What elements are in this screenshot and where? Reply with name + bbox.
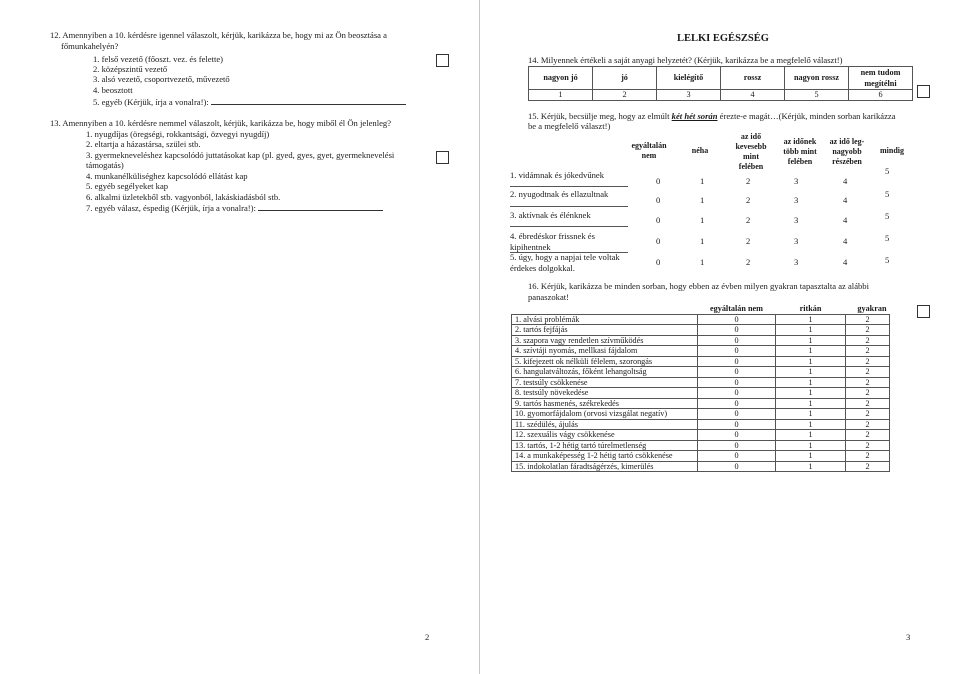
q15-row-divider (510, 226, 628, 227)
q13-option-5[interactable]: 5. egyéb segélyeket kap (86, 181, 169, 191)
q13-option-7-label: 7. egyéb válasz, éspedig (Kérjük, írja a vonalra!): (86, 203, 256, 213)
q16-value-1[interactable]: 1 (776, 461, 846, 472)
q15-value-1[interactable]: 1 (700, 236, 705, 246)
q16-value-1[interactable]: 1 (776, 367, 846, 378)
q16-value-1[interactable]: 1 (776, 377, 846, 388)
q16-answer-box[interactable] (917, 305, 930, 318)
q12-option-1[interactable]: 1. felső vezető (főoszt. vez. és felette) (93, 54, 224, 64)
q13-option-3-cont: támogatás) (86, 160, 124, 170)
q16-value-1[interactable]: 1 (776, 335, 846, 346)
q15-value-5[interactable]: 5 (885, 211, 890, 221)
q16-value-2[interactable]: 2 (846, 419, 890, 430)
q13-other-line[interactable] (258, 202, 383, 211)
q15-value-0[interactable]: 0 (656, 257, 661, 267)
q15-header-5: az idő leg-nagyobb részében (829, 137, 865, 166)
q16-value-0[interactable]: 0 (698, 388, 776, 399)
q16-value-0[interactable]: 0 (698, 419, 776, 430)
q15-value-4[interactable]: 4 (843, 257, 848, 267)
q16-value-0[interactable]: 0 (698, 377, 776, 388)
q16-row-label: 15. indokolatlan fáradtságérzés, kimerülés (512, 461, 698, 472)
q15-value-2[interactable]: 2 (746, 176, 751, 186)
q16-row-label: 4. szívtáji nyomás, mellkasi fájdalom (512, 346, 698, 357)
q16-value-0[interactable]: 0 (698, 451, 776, 462)
q16-row (512, 356, 890, 367)
q16-row-label: 6. hangulatváltozás, főként lehangoltság (512, 367, 698, 378)
q14-label-4: rossz (721, 67, 785, 90)
q16-row (512, 346, 890, 357)
q16-value-0[interactable]: 0 (698, 430, 776, 441)
q16-row-label: 7. testsúly csökkenése (512, 377, 698, 388)
q16-value-2[interactable]: 2 (846, 314, 890, 325)
q16-value-0[interactable]: 0 (698, 440, 776, 451)
q15-value-2[interactable]: 2 (746, 195, 751, 205)
q13-option-3[interactable]: 3. gyermekneveléshez kapcsolódó juttatásokat kap (pl. gyed, gyes, gyet, gyermeknevelési (86, 150, 395, 160)
q16-value-0[interactable]: 0 (698, 398, 776, 409)
q16-value-2[interactable]: 2 (846, 325, 890, 336)
q15-value-1[interactable]: 1 (700, 215, 705, 225)
q15-value-0[interactable]: 0 (656, 215, 661, 225)
q16-row-label: 12. szexuális vágy csökkenése (512, 430, 698, 441)
q16-row (512, 335, 890, 346)
q16-row-label: 14. a munkaképesség 1-2 hétig tartó csökkenése (512, 451, 698, 462)
q15-header-3: az idő kevesebb mint felében (735, 132, 767, 171)
q15-title-post: érezte-e magát…(Kérjük, minden sorban karikázza (717, 111, 896, 121)
q15-value-5[interactable]: 5 (885, 255, 890, 265)
q14-label-6: nem tudom megítélni (849, 67, 913, 90)
q16-row-label: 8. testsúly növekedése (512, 388, 698, 399)
q12-option-3[interactable]: 3. alsó vezető, csoportvezető, művezető (93, 74, 230, 84)
q16-value-0[interactable]: 0 (698, 335, 776, 346)
q16-row (512, 461, 890, 472)
q15-row-label: 5. úgy, hogy a napjai tele voltak érdekes dolgokkal. (510, 252, 620, 273)
q16-title-line2: panaszokat! (528, 292, 570, 302)
q16-row (512, 409, 890, 420)
q16-row (512, 367, 890, 378)
q16-value-0[interactable]: 0 (698, 346, 776, 357)
q14-label-3: kielégítő (657, 67, 721, 90)
q16-row (512, 325, 890, 336)
q16-row (512, 398, 890, 409)
q15-value-5[interactable]: 5 (885, 233, 890, 243)
q13-option-7[interactable] (86, 202, 383, 214)
q16-header-row (512, 304, 890, 314)
q16-header-2: ritkán (799, 304, 822, 313)
q16-row (512, 314, 890, 325)
q14-code-6[interactable]: 6 (849, 90, 913, 101)
q13-answer-box[interactable] (436, 151, 449, 164)
q16-row-label: 10. gyomorfájdalom (orvosi vizsgálat negatív) (512, 409, 698, 420)
q16-value-2[interactable]: 2 (846, 451, 890, 462)
q15-value-5[interactable]: 5 (885, 166, 890, 176)
q16-value-1[interactable]: 1 (776, 409, 846, 420)
q12-option-5-label: 5. egyéb (Kérjük, írja a vonalra!): (93, 97, 209, 107)
q16-value-2[interactable]: 2 (846, 440, 890, 451)
q16-value-0[interactable]: 0 (698, 409, 776, 420)
q12-title-line1: 12. Amennyiben a 10. kérdésre igennel válaszolt, kérjük, karikázza be, hogy mi az Ön beosztása a (50, 30, 387, 40)
q15-row-label: 4. ébredéskor frissnek és kipihentnek (510, 231, 595, 252)
q16-header-3: gyakran (857, 304, 887, 313)
q14-label-2: jó (593, 67, 657, 90)
q14-table (528, 66, 913, 101)
q12-option-2[interactable]: 2. középszintű vezető (93, 64, 168, 74)
q15-value-3[interactable]: 3 (794, 236, 799, 246)
q16-value-2[interactable]: 2 (846, 367, 890, 378)
q15-value-3[interactable]: 3 (794, 215, 799, 225)
q16-row-label: 2. tartós fejfájás (512, 325, 698, 336)
q14-label-1: nagyon jó (529, 67, 593, 90)
q14-code-4[interactable]: 4 (721, 90, 785, 101)
q16-value-0[interactable]: 0 (698, 356, 776, 367)
right-page (480, 0, 960, 674)
q16-row-label: 11. szédülés, ájulás (512, 419, 698, 430)
q16-row-label: 3. szapora vagy rendetlen szívműködés (512, 335, 698, 346)
q15-row-label: 2. nyugodtnak és ellazultnak (510, 189, 609, 199)
q16-row-label: 1. alvási problémák (512, 314, 698, 325)
q15-value-3[interactable]: 3 (794, 257, 799, 267)
q16-value-1[interactable]: 1 (776, 419, 846, 430)
q16-value-2[interactable]: 2 (846, 388, 890, 399)
section-heading: LELKI EGÉSZSÉG (677, 33, 769, 44)
q15-header-2: néha (691, 146, 709, 155)
q12-title-line2: főmunkahelyén? (61, 41, 119, 51)
q16-value-2[interactable]: 2 (846, 346, 890, 357)
q15-value-1[interactable]: 1 (700, 257, 705, 267)
q15-header-6: mindig (879, 146, 904, 155)
q12-option-4[interactable]: 4. beosztott (93, 85, 133, 95)
q16-row (512, 451, 890, 462)
q15-row-label: 3. aktívnak és élénknek (510, 210, 591, 220)
q15-value-5[interactable]: 5 (885, 189, 890, 199)
q16-value-1[interactable]: 1 (776, 430, 846, 441)
q15-value-4[interactable]: 4 (843, 215, 848, 225)
q16-value-1[interactable]: 1 (776, 388, 846, 399)
q16-row-label: 13. tartós, 1-2 hétig tartó túrelmetlenség (512, 440, 698, 451)
q14-code-5[interactable]: 5 (785, 90, 849, 101)
q15-value-0[interactable]: 0 (656, 236, 661, 246)
q16-value-2[interactable]: 2 (846, 409, 890, 420)
q15-row-divider (510, 186, 628, 187)
q15-value-1[interactable]: 1 (700, 176, 705, 186)
q15-value-1[interactable]: 1 (700, 195, 705, 205)
q15-title-line1 (528, 111, 896, 122)
q16-table (511, 304, 890, 472)
q15-value-4[interactable]: 4 (843, 236, 848, 246)
page-number-right: 3 (906, 632, 911, 642)
q16-value-0[interactable]: 0 (698, 367, 776, 378)
q16-value-0[interactable]: 0 (698, 314, 776, 325)
q14-answer-box[interactable] (917, 85, 930, 98)
q15-value-2[interactable]: 2 (746, 257, 751, 267)
q16-value-0[interactable]: 0 (698, 325, 776, 336)
q15-row-divider (510, 206, 628, 207)
q14-code-1[interactable]: 1 (529, 90, 593, 101)
q12-answer-box[interactable] (436, 54, 449, 67)
q16-row (512, 430, 890, 441)
q16-row (512, 419, 890, 430)
q16-value-1[interactable]: 1 (776, 325, 846, 336)
q15-value-2[interactable]: 2 (746, 236, 751, 246)
q16-value-1[interactable]: 1 (776, 398, 846, 409)
q16-value-2[interactable]: 2 (846, 430, 890, 441)
q15-value-4[interactable]: 4 (843, 176, 848, 186)
q16-value-2[interactable]: 2 (846, 377, 890, 388)
q16-value-1[interactable]: 1 (776, 314, 846, 325)
q14-code-2[interactable]: 2 (593, 90, 657, 101)
q12-other-line[interactable] (211, 96, 406, 105)
q13-option-4[interactable]: 4. munkanélküliséghez kapcsolódó ellátást kap (86, 171, 248, 181)
q15-value-0[interactable]: 0 (656, 176, 661, 186)
q15-value-2[interactable]: 2 (746, 215, 751, 225)
q16-value-2[interactable]: 2 (846, 398, 890, 409)
q16-title-line1: 16. Kérjük, karikázza be minden sorban, hogy ebben az évben milyen gyakran tapasztalta az alábbi (528, 281, 869, 291)
q16-row-label: 5. kifejezett ok nélküli félelem, szorongás (512, 356, 698, 367)
q13-option-2[interactable]: 2. eltartja a házastársa, szülei stb. (86, 139, 201, 149)
q14-title: 14. Milyennek értékeli a saját anyagi helyzetét? (Kérjük, karikázza be a megfelelő választ!) (528, 55, 843, 65)
q15-row-label: 1. vidámnak és jókedvűnek (510, 170, 605, 180)
q15-value-0[interactable]: 0 (656, 195, 661, 205)
q15-title-pre: 15. Kérjük, becsülje meg, hogy az elmúlt (528, 111, 672, 121)
q15-value-3[interactable]: 3 (794, 195, 799, 205)
q16-value-2[interactable]: 2 (846, 461, 890, 472)
q16-value-2[interactable]: 2 (846, 335, 890, 346)
q15-title-emph: két hét során (671, 111, 718, 121)
q13-option-6[interactable]: 6. alkalmi üzletekből stb. vagyonból, lakáskiadásból stb. (86, 192, 281, 202)
page-number-left: 2 (425, 632, 430, 642)
q16-header-1: egyáltalán nem (710, 304, 763, 313)
q13-option-1[interactable]: 1. nyugdíjas (öregségi, rokkantsági, özvegyi nyugdíj) (86, 129, 270, 139)
q15-title-line2: be a megfelelő választ!) (528, 121, 611, 131)
q15-header-1: egyáltalán nem (631, 141, 667, 160)
q16-value-2[interactable]: 2 (846, 356, 890, 367)
q16-row (512, 440, 890, 451)
q16-value-1[interactable]: 1 (776, 451, 846, 462)
q13-title: 13. Amennyiben a 10. kérdésre nemmel válaszolt, kérjük, karikázza be, hogy miből él Ön jelenleg? (50, 118, 392, 128)
q16-row (512, 377, 890, 388)
q15-value-3[interactable]: 3 (794, 176, 799, 186)
q16-value-1[interactable]: 1 (776, 346, 846, 357)
q16-value-0[interactable]: 0 (698, 461, 776, 472)
q15-header-4: az időnek több mint felében (783, 137, 817, 166)
q16-value-1[interactable]: 1 (776, 440, 846, 451)
q16-row (512, 388, 890, 399)
q14-label-5: nagyon rossz (785, 67, 849, 90)
q16-value-1[interactable]: 1 (776, 356, 846, 367)
q16-row-label: 9. tartós hasmenés, székrekedés (512, 398, 698, 409)
q14-code-3[interactable]: 3 (657, 90, 721, 101)
q15-value-4[interactable]: 4 (843, 195, 848, 205)
q12-option-5[interactable] (93, 96, 406, 108)
